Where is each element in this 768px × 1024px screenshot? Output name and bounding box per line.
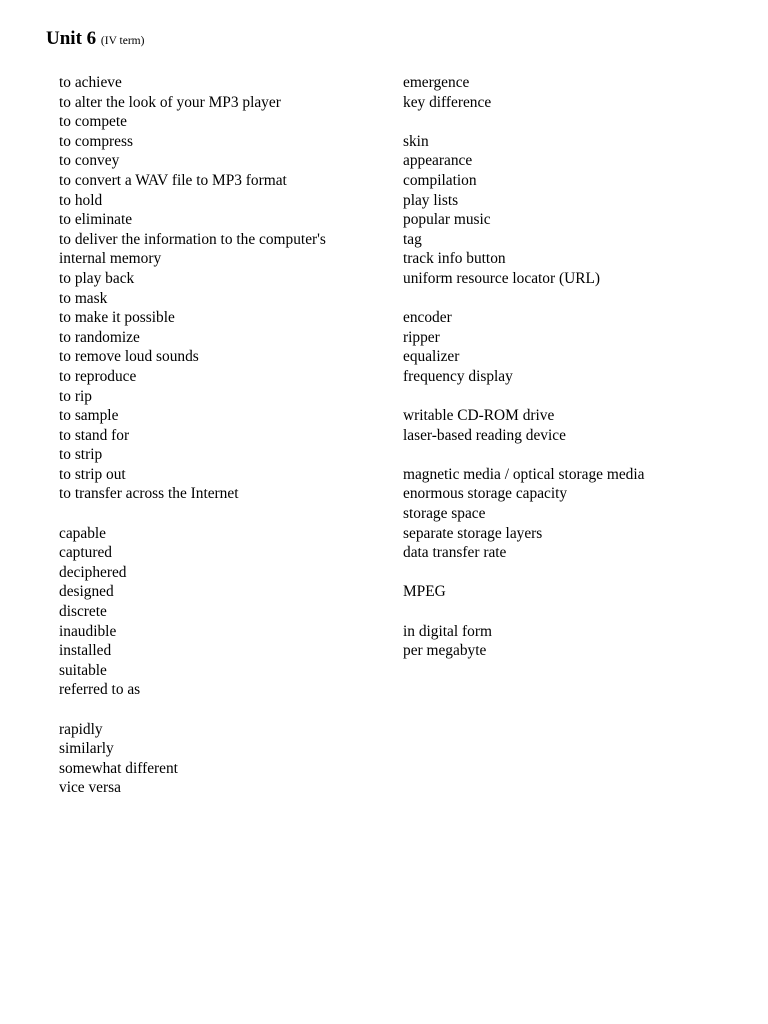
vocabulary-item: installed [59,642,112,660]
vocabulary-item: deciphered [59,563,127,581]
vocabulary-item: per megabyte [403,642,487,660]
vocabulary-item: appearance [403,152,473,170]
blank-line [403,387,753,407]
vocabulary-item: similarly [59,740,114,758]
vocabulary-item: to mask [59,289,108,307]
vocabulary-item: to compress [59,132,133,150]
vocabulary-item: to achieve [59,74,122,91]
vocabulary-item: to reproduce [59,367,137,385]
blank-line [403,289,753,309]
vocabulary-item: separate storage layers [403,524,543,542]
vocabulary-item: to make it possible [59,309,175,327]
vocabulary-item: in digital form [403,622,492,640]
vocabulary-item: MPEG [403,583,446,601]
vocabulary-item: to compete [59,113,127,131]
vocabulary-item: compilation [403,171,477,189]
blank-line [59,700,389,720]
vocabulary-item: play lists [403,191,459,209]
vocabulary-item: track info button [403,250,506,268]
blank-line [59,504,389,524]
right-vocabulary-column [403,73,753,661]
vocabulary-item: discrete [59,603,107,621]
vocabulary-item: to strip out [59,465,126,483]
vocabulary-item: to randomize [59,328,140,346]
vocabulary-item: captured [59,544,112,562]
vocabulary-item: ripper [403,328,440,346]
vocabulary-item: encoder [403,309,452,327]
vocabulary-item: to eliminate [59,211,133,229]
vocabulary-item: to convert a WAV file to MP3 format [59,171,287,189]
vocabulary-item: frequency display [403,367,513,385]
vocabulary-item: referred to as [59,681,141,699]
vocabulary-item: writable CD-ROM drive [403,407,555,425]
left-vocabulary-column [59,73,389,798]
vocabulary-item: to remove loud sounds [59,348,199,366]
vocabulary-item: key difference [403,93,492,111]
vocabulary-item: to play back [59,269,135,287]
vocabulary-item: to rip [59,387,92,405]
vocabulary-item: uniform resource locator (URL) [403,269,601,287]
blank-line [403,602,753,622]
vocabulary-item: designed [59,583,114,601]
vocabulary-item: popular music [403,211,491,229]
vocabulary-item: to alter the look of your MP3 player [59,93,281,111]
vocabulary-item: enormous storage capacity [403,485,568,503]
term-subtitle: (IV term) [100,35,145,47]
blank-line [403,112,753,132]
vocabulary-item: storage space [403,505,486,523]
vocabulary-item: to deliver the information to the computer's [59,230,326,248]
blank-line [403,445,753,465]
vocabulary-item: internal memory [59,250,162,268]
vocabulary-item: magnetic media / optical storage media [403,465,645,483]
vocabulary-item: inaudible [59,622,117,640]
vocabulary-item: suitable [59,661,107,679]
vocabulary-item: capable [59,524,106,542]
vocabulary-item: laser-based reading device [403,426,566,444]
vocabulary-item: to convey [59,152,120,170]
vocabulary-item: to transfer across the Internet [59,485,239,503]
vocabulary-item: equalizer [403,348,460,366]
vocabulary-item: somewhat different [59,759,178,777]
vocabulary-item: to sample [59,407,119,425]
vocabulary-item: data transfer rate [403,544,507,562]
vocabulary-item: to stand for [59,426,130,444]
vocabulary-item: vice versa [59,779,121,797]
vocabulary-item: skin [403,132,429,150]
vocabulary-item: to hold [59,191,103,209]
vocabulary-item: emergence [403,74,470,91]
page-title [46,27,144,53]
vocabulary-item: to strip [59,446,103,464]
vocabulary-item: tag [403,230,422,248]
unit-title: Unit 6 [46,28,97,49]
blank-line [403,563,753,583]
vocabulary-item: rapidly [59,720,103,738]
